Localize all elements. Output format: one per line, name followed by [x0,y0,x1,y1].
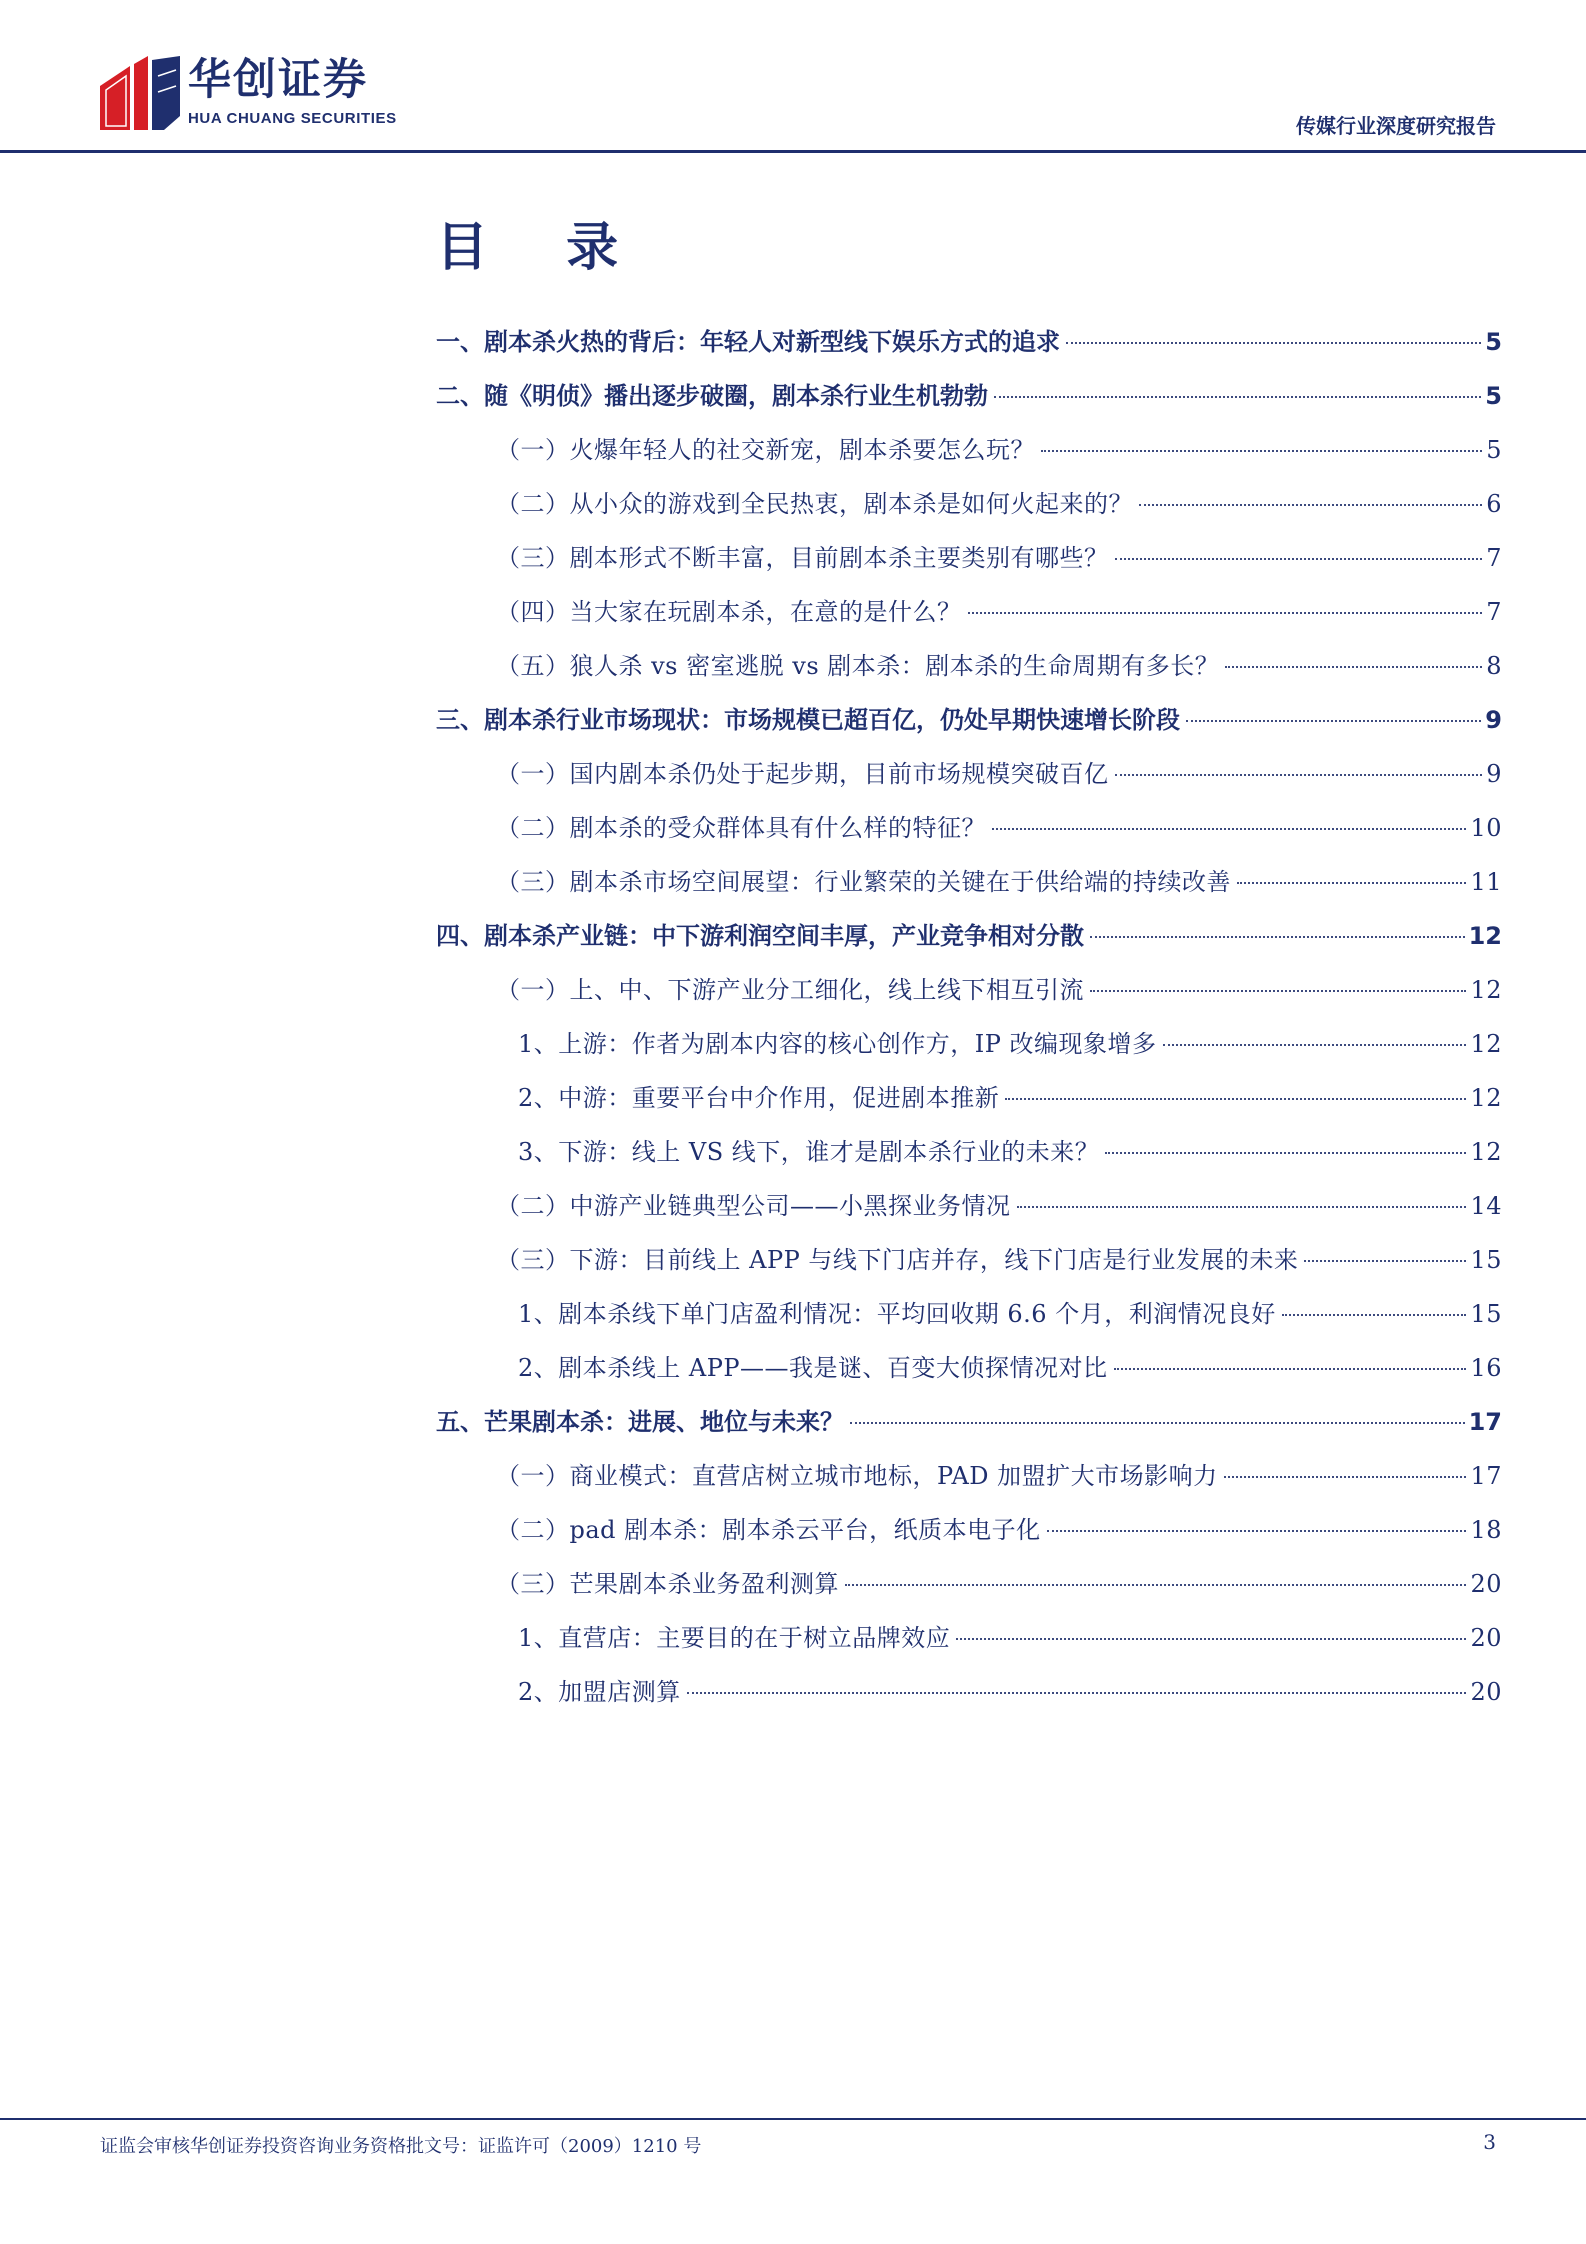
toc-entry-label: （五）狼人杀 vs 密室逃脱 vs 剧本杀：剧本杀的生命周期有多长？ [496,652,1220,680]
logo-english-name: HUA CHUANG SECURITIES [188,110,397,127]
toc-entry-label: 1、直营店：主要目的在于树立品牌效应 [518,1624,951,1652]
toc-leader-dots [1090,936,1465,938]
toc-entry-page: 12 [1470,976,1502,1004]
toc-entry[interactable] [436,1402,1502,1456]
toc-entry[interactable] [436,430,1502,484]
toc-entry[interactable] [436,1186,1502,1240]
toc-entry-label: （一）商业模式：直营店树立城市地标，PAD 加盟扩大市场影响力 [496,1462,1218,1490]
toc-entry[interactable] [436,700,1502,754]
toc-entry-label: 四、剧本杀产业链：中下游利润空间丰厚，产业竞争相对分散 [436,922,1084,950]
toc-entry-page: 17 [1468,1408,1502,1436]
toc-leader-dots [1139,504,1482,506]
toc-entry-label: 二、随《明侦》播出逐步破圈，剧本杀行业生机勃勃 [436,382,988,410]
toc-entry-page: 12 [1470,1030,1502,1058]
logo-mark-icon [100,56,180,130]
toc-entry-page: 10 [1470,814,1502,842]
toc-entry-label: （二）pad 剧本杀：剧本杀云平台，纸质本电子化 [496,1516,1041,1544]
toc-entry-page: 9 [1485,706,1502,734]
toc-leader-dots [1115,774,1483,776]
toc-entry-label: （三）剧本形式不断丰富，目前剧本杀主要类别有哪些？ [496,544,1109,572]
toc-leader-dots [1115,558,1483,560]
toc-entry-page: 20 [1470,1678,1502,1706]
toc-leader-dots [1114,1368,1467,1370]
toc-entry[interactable] [436,1348,1502,1402]
toc-entry[interactable] [436,808,1502,862]
toc-entry-label: （一）火爆年轻人的社交新宠，剧本杀要怎么玩？ [496,436,1035,464]
toc-entry-page: 12 [1470,1138,1502,1166]
toc-leader-dots [968,612,1483,614]
toc-leader-dots [1005,1098,1466,1100]
toc-entry-label: 五、芒果剧本杀：进展、地位与未来？ [436,1408,844,1436]
toc-leader-dots [1041,450,1482,452]
toc-leader-dots [1186,720,1481,722]
toc-leader-dots [845,1584,1466,1586]
toc-entry-label: 三、剧本杀行业市场现状：市场规模已超百亿，仍处早期快速增长阶段 [436,706,1180,734]
toc-entry[interactable] [436,646,1502,700]
toc-entry-page: 6 [1486,490,1502,518]
toc-entry-label: （三）剧本杀市场空间展望：行业繁荣的关键在于供给端的持续改善 [496,868,1231,896]
page-number: 3 [1483,2130,1496,2154]
toc-entry-label: 2、中游：重要平台中介作用，促进剧本推新 [518,1084,1000,1112]
toc-leader-dots [1225,666,1482,668]
toc-entry[interactable] [436,1078,1502,1132]
toc-entry[interactable] [436,1024,1502,1078]
toc-entry-label: （二）剧本杀的受众群体具有什么样的特征？ [496,814,986,842]
toc-entry[interactable] [436,376,1502,430]
toc-leader-dots [1163,1044,1467,1046]
toc-entry[interactable] [436,1456,1502,1510]
toc-entry[interactable] [436,970,1502,1024]
toc-entry-page: 17 [1470,1462,1502,1490]
toc-leader-dots [1017,1206,1467,1208]
toc-entry-page: 12 [1468,922,1502,950]
toc-leader-dots [1047,1530,1467,1532]
toc-entry[interactable] [436,916,1502,970]
footer-divider [0,2118,1586,2120]
toc-title: 目 录 [436,218,649,278]
toc-entry-page: 5 [1485,328,1502,356]
toc-entry-label: （一）国内剧本杀仍处于起步期，目前市场规模突破百亿 [496,760,1109,788]
toc-leader-dots [956,1638,1466,1640]
toc-leader-dots [992,828,1466,830]
company-logo [100,52,400,134]
toc-entry-page: 11 [1470,868,1502,896]
toc-leader-dots [994,396,1481,398]
toc-entry[interactable] [436,862,1502,916]
toc-leader-dots [1090,990,1466,992]
toc-entry-label: 2、剧本杀线上 APP——我是谜、百变大侦探情况对比 [518,1354,1108,1382]
toc-leader-dots [1066,342,1481,344]
toc-entry[interactable] [436,1618,1502,1672]
report-type: 传媒行业深度研究报告 [1296,114,1496,138]
toc-entry-page: 15 [1470,1300,1502,1328]
toc-entry[interactable] [436,1672,1502,1726]
toc-entry-page: 18 [1470,1516,1502,1544]
toc-entry-label: 3、下游：线上 VS 线下，谁才是剧本杀行业的未来？ [518,1138,1100,1166]
toc-leader-dots [1224,1476,1467,1478]
toc-entry-label: （四）当大家在玩剧本杀，在意的是什么？ [496,598,962,626]
logo-chinese-name: 华创证券 [188,55,368,105]
toc-entry-label: （一）上、中、下游产业分工细化，线上线下相互引流 [496,976,1084,1004]
toc-entry[interactable] [436,754,1502,808]
toc-entry[interactable] [436,1132,1502,1186]
toc-entry[interactable] [436,484,1502,538]
toc-entry-page: 16 [1470,1354,1502,1382]
toc-entry-label: （二）从小众的游戏到全民热衷，剧本杀是如何火起来的？ [496,490,1133,518]
toc-entry-label: 一、剧本杀火热的背后：年轻人对新型线下娱乐方式的追求 [436,328,1060,356]
toc-entry-page: 7 [1486,544,1502,572]
toc-leader-dots [850,1422,1465,1424]
toc-entry-label: （二）中游产业链典型公司——小黑探业务情况 [496,1192,1011,1220]
toc-entry-label: （三）芒果剧本杀业务盈利测算 [496,1570,839,1598]
toc-entry-page: 8 [1486,652,1502,680]
table-of-contents [436,322,1502,1726]
toc-entry[interactable] [436,538,1502,592]
toc-entry-page: 20 [1470,1624,1502,1652]
toc-entry-page: 5 [1485,382,1502,410]
toc-leader-dots [1237,882,1466,884]
toc-entry[interactable] [436,1564,1502,1618]
toc-entry-label: 2、加盟店测算 [518,1678,681,1706]
header-divider [0,150,1586,153]
toc-entry-page: 9 [1486,760,1502,788]
toc-leader-dots [1282,1314,1467,1316]
footer-disclaimer: 证监会审核华创证券投资咨询业务资格批文号：证监许可（2009）1210 号 [100,2136,702,2157]
toc-entry-page: 14 [1470,1192,1502,1220]
toc-entry-label: （三）下游：目前线上 APP 与线下门店并存，线下门店是行业发展的未来 [496,1246,1299,1274]
toc-entry[interactable] [436,1240,1502,1294]
toc-leader-dots [1105,1152,1466,1154]
toc-entry[interactable] [436,1510,1502,1564]
toc-entry[interactable] [436,322,1502,376]
toc-entry[interactable] [436,1294,1502,1348]
toc-entry-label: 1、剧本杀线下单门店盈利情况：平均回收期 6.6 个月，利润情况良好 [518,1300,1276,1328]
toc-entry-page: 12 [1470,1084,1502,1112]
toc-leader-dots [687,1692,1467,1694]
toc-entry-page: 7 [1486,598,1502,626]
toc-entry[interactable] [436,592,1502,646]
toc-entry-page: 5 [1486,436,1502,464]
toc-entry-label: 1、上游：作者为剧本内容的核心创作方，IP 改编现象增多 [518,1030,1157,1058]
toc-leader-dots [1304,1260,1466,1262]
toc-entry-page: 20 [1470,1570,1502,1598]
toc-entry-page: 15 [1470,1246,1502,1274]
page-header [0,0,1586,160]
